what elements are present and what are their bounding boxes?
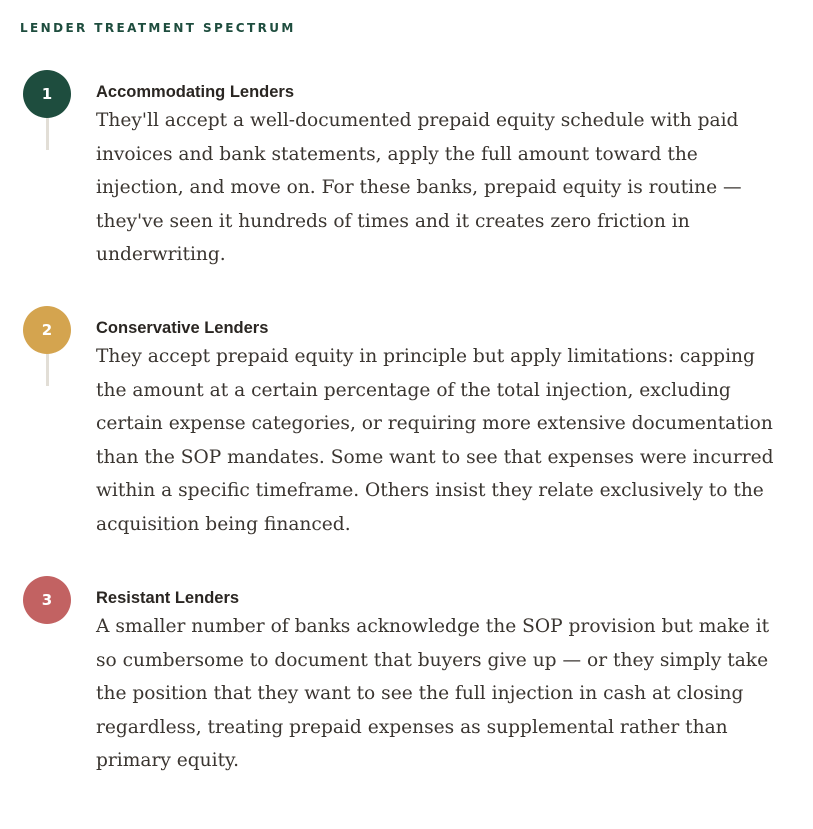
item-description: They'll accept a well-documented prepaid equity schedule with paid invoices and bank statements, apply the full amount toward the injection, and move on. For these banks, prepaid equity is routine — they've seen it hundreds of times and it creates zero friction in underwriting. <box>96 110 742 265</box>
step-number-badge: 3 <box>23 576 71 624</box>
step-number-badge: 1 <box>23 70 71 118</box>
item-title: Resistant Lenders <box>96 589 240 607</box>
item-description: They accept prepaid equity in principle but apply limitations: capping the amount at a certain percentage of the total injection, excluding certain expense categories, or requiring more extensive documentation than the SOP mandates. Some want to see that expenses were incurred within a specific timeframe. Others insist they relate exclusively to the acquisition being financed. <box>96 346 774 535</box>
item-title: Accommodating Lenders <box>96 83 295 101</box>
item-title: Conservative Lenders <box>96 319 269 337</box>
section-kicker: LENDER TREATMENT SPECTRUM <box>20 21 296 35</box>
timeline-connector <box>46 354 49 386</box>
item-description: A smaller number of banks acknowledge the SOP provision but make it so cumbersome to document that buyers give up — or they simply take the position that they want to see the full injection in cash at closing regardless, treating prepaid expenses as supplemental rather than primary equity. <box>96 616 770 771</box>
timeline-connector <box>46 118 49 150</box>
step-number-badge: 2 <box>23 306 71 354</box>
